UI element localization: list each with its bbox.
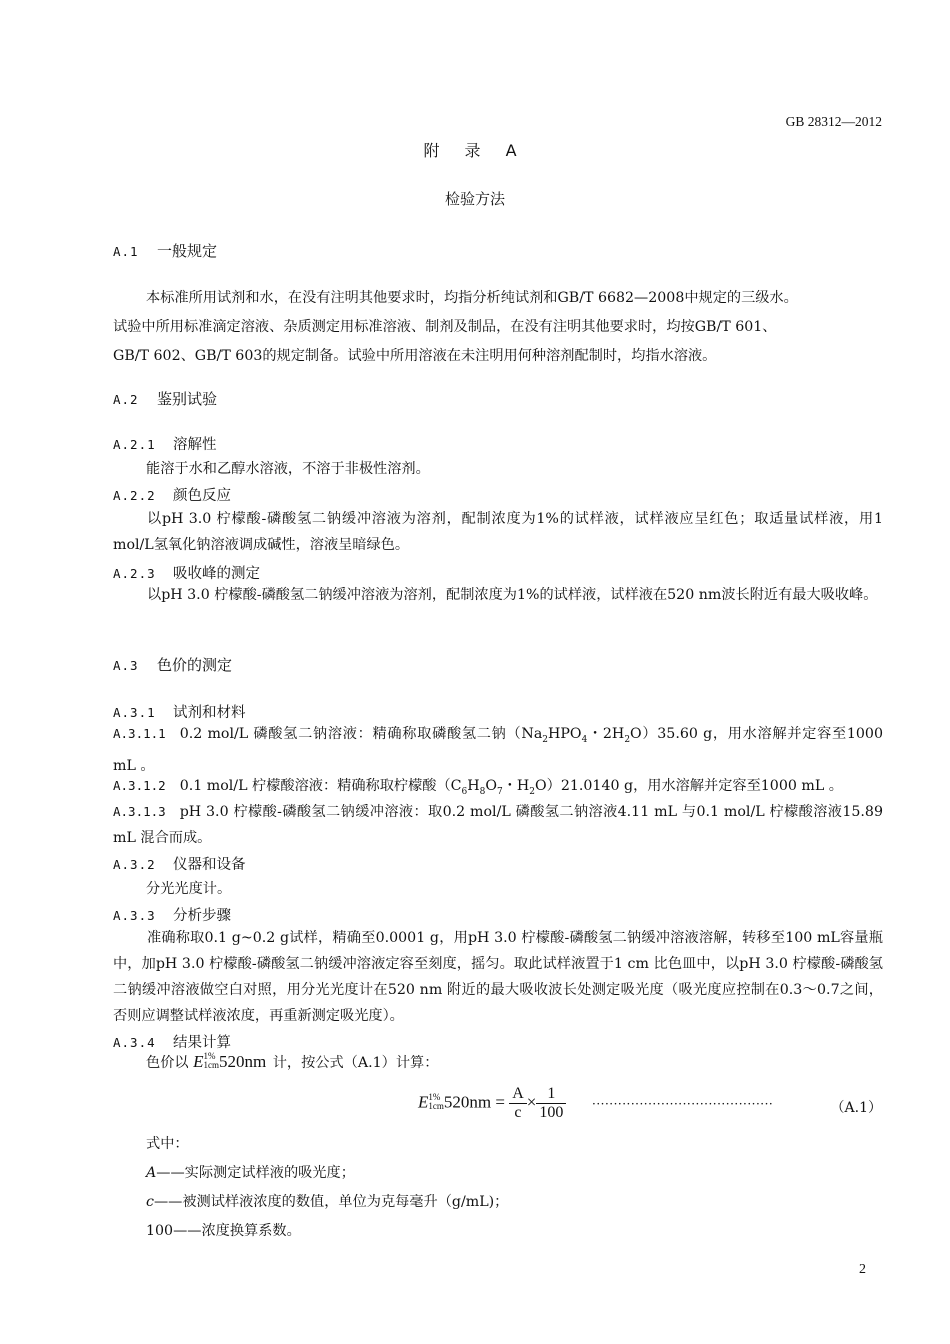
appendix-title: 附 录 A: [423, 141, 527, 160]
subsection-heading-a33: [113, 904, 231, 925]
calc-intro: [146, 1052, 438, 1072]
subsection-heading-a34: [113, 1031, 231, 1052]
item-a313: [113, 799, 883, 851]
item-number: A.3.1.2: [113, 778, 166, 793]
item-a311: [113, 721, 883, 779]
paragraph-a32: 分光光度计。: [146, 881, 232, 897]
item-text-part: H: [467, 778, 480, 794]
page-number: 2: [859, 1262, 866, 1277]
subsection-heading-a21: [113, 433, 217, 454]
subsection-number: A.2.2: [113, 488, 156, 503]
subscript: 1cm: [428, 1100, 444, 1111]
paragraph-a1-line3: GB/T 602、GB/T 603的规定制备。试验中所用溶液在未注明用何种溶剂配制时，均指水溶液。: [113, 348, 717, 364]
calc-intro-text: 计，按公式（A.1）计算：: [272, 1055, 439, 1071]
subscript: 8: [479, 786, 486, 797]
formula-lhs: 520nm =: [443, 1092, 505, 1112]
subsection-title: 颜色反应: [173, 488, 231, 504]
subsection-title: 试剂和材料: [173, 705, 246, 721]
numerator: 1: [536, 1085, 566, 1104]
fraction-1-over-100: [536, 1085, 566, 1122]
subsection-heading-a23: [113, 562, 260, 583]
subsection-number: A.2.1: [113, 437, 156, 452]
formula-a1: [418, 1085, 566, 1122]
calc-intro-text: 色价以: [146, 1055, 189, 1071]
color-value-symbol: [193, 1052, 268, 1072]
formula-label: （A.1）: [830, 1100, 882, 1116]
times-sign: ×: [526, 1092, 537, 1112]
superscript: 1%: [428, 1091, 441, 1102]
section-number: A.1: [113, 244, 139, 259]
variable-c-definition: [146, 1191, 508, 1211]
item-text-part: ・H: [502, 778, 530, 794]
wavelength: 520nm: [218, 1052, 267, 1071]
paragraph-a22: 以pH 3.0 柠檬酸-磷酸氢二钠缓冲溶液为溶剂，配制浓度为1%的试样液，试样液应呈红色；取适量试样液，用1 mol/L氢氧化钠溶液调成碱性，溶液呈暗绿色。: [113, 511, 883, 553]
formula-leader: ··········································: [592, 1097, 774, 1111]
symbol-e: E: [418, 1092, 429, 1112]
item-text-part: HPO: [548, 726, 582, 742]
variable-symbol: c: [146, 1194, 154, 1210]
subsection-number: A.3.2: [113, 857, 156, 872]
item-text: pH 3.0 柠檬酸-磷酸氢二钠缓冲溶液：取0.2 mol/L 磷酸氢二钠溶液4.11 mL 与0.1 mol/L 柠檬酸溶液15.89 mL 混合而成。: [113, 804, 883, 846]
variable-description: ——被测试样液浓度的数值，单位为克每毫升（g/mL)；: [153, 1194, 509, 1210]
subscript: 2: [542, 734, 549, 745]
subsection-title: 仪器和设备: [173, 857, 246, 873]
item-number: A.3.1.1: [113, 726, 166, 741]
subscript: 7: [496, 786, 503, 797]
section-number: A.2: [113, 392, 139, 407]
superscript: 1%: [203, 1051, 216, 1062]
section-heading-a2: [113, 388, 217, 409]
section-heading-a3: [113, 654, 232, 675]
symbol-indices: [203, 1052, 219, 1070]
denominator: c: [514, 1104, 522, 1121]
paragraph-a1-line2: 试验中所用标准滴定溶液、杂质测定用标准溶液、制剂及制品，在没有注明其他要求时，均按GB/T 601、: [113, 319, 777, 335]
paragraph-a1-line1: 本标准所用试剂和水，在没有注明其他要求时，均指分析纯试剂和GB/T 6682—2008中规定的三级水。: [146, 290, 798, 306]
subsection-title: 分析步骤: [173, 908, 231, 924]
variable-symbol: A: [146, 1165, 157, 1181]
section-title: 一般规定: [157, 242, 218, 260]
subsection-heading-a32: [113, 853, 246, 874]
symbol-e: E: [193, 1052, 204, 1071]
subscript: 2: [529, 786, 536, 797]
subsection-title: 结果计算: [173, 1035, 231, 1051]
subscript: 6: [461, 786, 468, 797]
fraction-a-over-c: [509, 1085, 527, 1122]
item-text-part: O）21.0140 g，用水溶解并定容至1000 mL 。: [535, 778, 843, 794]
paragraph-a33: 准确称取0.1 g~0.2 g试样，精确至0.0001 g，用pH 3.0 柠檬酸-磷酸氢二钠缓冲溶液溶解，转移至100 mL容量瓶中，加pH 3.0 柠檬酸-磷酸氢二钠缓冲溶液定容至刻度，摇匀。取此试样液置于1 cm 比色皿中，以pH 3.0 柠檬酸-磷酸氢二钠缓冲溶液做空白对照，用分光光度计在520 nm 附近的最大吸收波长处测定吸光度（吸光度应控制在0.3～0.7之间，否则应调整试样液浓度，再重新测定吸光度）。: [113, 930, 883, 1024]
item-text-part: 0.1 mol/L 柠檬酸溶液：精确称取柠檬酸（C: [179, 778, 462, 794]
paragraph-a21: 能溶于水和乙醇水溶液，不溶于非极性溶剂。: [146, 461, 430, 477]
subscript: 4: [581, 734, 588, 745]
paragraph-a23: 以pH 3.0 柠檬酸-磷酸氢二钠缓冲溶液为溶剂，配制浓度为1%的试样液，试样液在520 nm波长附近有最大吸收峰。: [147, 587, 878, 603]
variable-description: ——浓度换算系数。: [173, 1223, 301, 1239]
item-text-part: 0.2 mol/L 磷酸氢二钠溶液：精确称取磷酸氢二钠（Na: [179, 726, 543, 742]
section-number: A.3: [113, 658, 139, 673]
denominator: 100: [539, 1104, 564, 1121]
subsection-number: A.3.4: [113, 1035, 156, 1050]
numerator: A: [509, 1085, 527, 1104]
item-number: A.3.1.3: [113, 804, 166, 819]
subsection-title: 吸收峰的测定: [173, 566, 260, 582]
variable-a-definition: [146, 1162, 355, 1182]
subsection-heading-a31: [113, 701, 246, 722]
subsection-number: A.2.3: [113, 566, 156, 581]
standard-number: GB 28312—2012: [785, 114, 882, 129]
subscript: 2: [624, 734, 631, 745]
item-text-part: O: [485, 778, 497, 794]
where-label: 式中：: [146, 1136, 189, 1152]
subsection-heading-a22: [113, 484, 231, 505]
section-heading-a1: [113, 240, 217, 261]
subsection-number: A.3.1: [113, 705, 156, 720]
subsection-title: 溶解性: [173, 437, 217, 453]
item-text-part: O）35.60 g，用水溶解并定容至1000 mL 。: [113, 726, 883, 774]
section-title: 鉴别试验: [157, 390, 218, 408]
variable-100-definition: [146, 1220, 301, 1240]
variable-description: ——实际测定试样液的吸光度；: [156, 1165, 355, 1181]
appendix-subtitle: 检验方法: [444, 190, 505, 208]
subscript: 1cm: [203, 1060, 219, 1071]
section-title: 色价的测定: [157, 656, 233, 674]
subsection-number: A.3.3: [113, 908, 156, 923]
item-text-part: ・2H: [587, 726, 625, 742]
symbol-indices: [428, 1093, 444, 1111]
variable-symbol: 100: [146, 1223, 174, 1239]
